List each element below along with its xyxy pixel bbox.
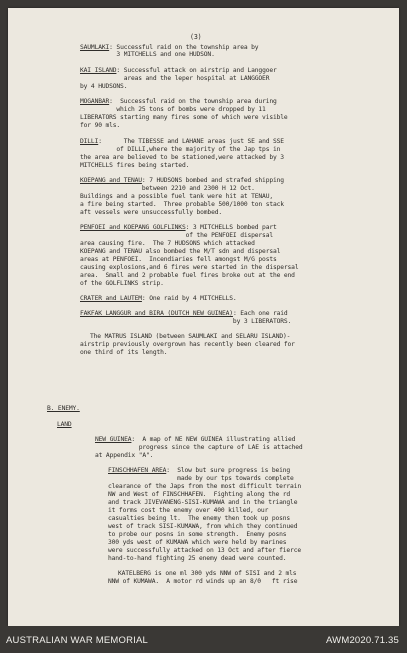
typed-line bbox=[80, 98, 380, 106]
typed-line bbox=[90, 333, 390, 341]
typed-line bbox=[80, 264, 380, 272]
typed-line bbox=[80, 51, 380, 59]
typed-line bbox=[95, 436, 395, 444]
typed-line bbox=[80, 295, 380, 303]
line-text: areas and the leper hospital at LANGGOER bbox=[80, 75, 270, 82]
line-text: : 3 MITCHELLS bombed part bbox=[185, 224, 277, 231]
line-text: to probe our posns in some strength. Enemy posns bbox=[108, 531, 287, 538]
line-text: area. Small and 2 probable fuel fires broke out at the end bbox=[80, 272, 295, 279]
typed-line bbox=[80, 162, 380, 170]
line-text: : The TIBESSE and LAHANE areas just SE and SSE bbox=[98, 138, 284, 145]
underlined-heading: NEW GUINEA bbox=[95, 436, 132, 443]
line-text: progress since the capture of LAE is attached bbox=[95, 444, 303, 451]
line-text: 300 yds west of KUMAWA which were held by marines bbox=[108, 539, 287, 546]
typed-line bbox=[57, 421, 357, 429]
typed-line bbox=[108, 507, 399, 515]
line-text: NNW of KUMAWA. A motor rd winds up an 8/0 ft rise bbox=[108, 578, 298, 585]
line-text: area causing fire. The 7 HUDSONS which attacked bbox=[80, 240, 255, 247]
line-text: which 25 tons of bombs were dropped by 11 bbox=[80, 106, 266, 113]
line-text: for 90 mls. bbox=[80, 122, 121, 129]
line-text: aft vessels were unsuccessfully bombed. bbox=[80, 209, 223, 216]
underlined-heading: KOEPANG and TENAU bbox=[80, 177, 142, 184]
line-text: and track JIVEVANENG-SISI-KUMAWA and in the triangle bbox=[108, 499, 298, 506]
typed-line bbox=[80, 232, 380, 240]
typed-line bbox=[80, 193, 380, 201]
typed-line bbox=[80, 310, 380, 318]
typed-line bbox=[80, 349, 380, 357]
underlined-heading: LAND bbox=[57, 421, 72, 428]
typed-line bbox=[80, 122, 380, 130]
line-text: airstrip previously overgrown has recently been cleared for bbox=[80, 341, 295, 348]
line-text: by 3 LIBERATORS. bbox=[80, 318, 292, 325]
line-text: Buildings and a possible fuel tank were hit at TENAU, bbox=[80, 193, 273, 200]
underlined-heading: FAKFAK LANGGUR and BIRA (DUTCH NEW GUINEA) bbox=[80, 310, 233, 317]
line-text: one third of its length. bbox=[80, 349, 168, 356]
page-number: (3) bbox=[190, 33, 202, 41]
typed-line bbox=[95, 452, 395, 460]
typed-line bbox=[80, 114, 380, 122]
underlined-heading: SAUMLAKI bbox=[80, 44, 110, 51]
underlined-heading: FINSCHHAFEN AREA bbox=[108, 467, 167, 474]
line-text: 3 MITCHELLS and one HUDSON. bbox=[80, 51, 215, 58]
typed-line bbox=[108, 475, 399, 483]
typed-line bbox=[118, 570, 399, 578]
typed-line bbox=[80, 154, 380, 162]
line-text: it forms cost the enemy over 400 killed, our bbox=[108, 507, 269, 514]
typed-line bbox=[108, 499, 399, 507]
typed-line bbox=[80, 318, 380, 326]
underlined-heading: MOGANBAR bbox=[80, 98, 110, 105]
typed-line bbox=[108, 467, 399, 475]
typed-line bbox=[80, 83, 380, 91]
typed-line bbox=[47, 405, 347, 413]
line-text: : Slow but sure progress is being bbox=[166, 467, 291, 474]
typed-line bbox=[80, 248, 380, 256]
typed-line bbox=[80, 146, 380, 154]
line-text: hand-to-hand fighting 25 enemy dead were counted. bbox=[108, 555, 287, 562]
line-text: of DILLI,where the majority of the Jap tps in bbox=[80, 146, 281, 153]
line-text: casualties being lt. The enemy then took up posns bbox=[108, 515, 291, 522]
line-text: KATELBERG is one ml 300 yds NNW of SISI and 2 mls bbox=[118, 570, 297, 577]
underlined-heading: PENFOEI and KOEPANG GOLFLINKS bbox=[80, 224, 186, 231]
typed-line bbox=[80, 201, 380, 209]
footer-accession-number: AWM2020.71.35 bbox=[325, 635, 399, 646]
line-text: causing explosions,and 6 fires were started in the dispersal bbox=[80, 264, 299, 271]
typed-line bbox=[108, 578, 399, 586]
typed-line bbox=[80, 67, 380, 75]
line-text: : 7 HUDSONS bombed and strafed shipping bbox=[141, 177, 284, 184]
typed-line bbox=[108, 555, 399, 563]
typed-line bbox=[108, 531, 399, 539]
line-text: NW and West of FINSCHHAFEN. Fighting along the rd bbox=[108, 491, 291, 498]
document-page bbox=[8, 8, 399, 626]
line-text: : A map of NE NEW GUINEA illustrating allied bbox=[131, 436, 296, 443]
typed-line bbox=[108, 491, 399, 499]
line-text: were successfully attacked on 13 Oct and after fierce bbox=[108, 547, 301, 554]
line-text: The MATRUS ISLAND (between SAUMLAKI and SELARU ISLAND)- bbox=[90, 333, 291, 340]
line-text: LIBERATORS starting many fires some of which were visible bbox=[80, 114, 288, 121]
line-text: KOEPANG and TENAU also bombed the M/T sdn and dispersal bbox=[80, 248, 281, 255]
underlined-heading: CRATER and LAUTEM bbox=[80, 295, 142, 302]
underlined-heading: DILLI bbox=[80, 138, 99, 145]
line-text: west of track SISI-KUMAWA, from which they continued bbox=[108, 523, 298, 530]
line-text: : Successful raid on the township area by bbox=[109, 44, 259, 51]
typed-line bbox=[80, 341, 380, 349]
line-text: a fire being started. Three probable 500/1000 ton stack bbox=[80, 201, 284, 208]
underlined-heading: B. ENEMY. bbox=[47, 405, 80, 412]
typed-line bbox=[108, 515, 399, 523]
line-text: at Appendix "A". bbox=[95, 452, 154, 459]
typed-line bbox=[80, 240, 380, 248]
typed-line bbox=[108, 523, 399, 531]
line-text: areas at PENFOEI. Incendiaries fell amongst M/G posts bbox=[80, 256, 277, 263]
line-text: : Each one raid bbox=[232, 310, 288, 317]
line-text: made by our tps towards complete bbox=[108, 475, 294, 482]
typed-line bbox=[108, 539, 399, 547]
typed-text-area bbox=[8, 8, 399, 626]
typed-line bbox=[80, 138, 380, 146]
typed-line bbox=[108, 547, 399, 555]
line-text: of the PENFOEI dispersal bbox=[80, 232, 273, 239]
typed-line bbox=[80, 209, 380, 217]
line-text: of the GOLFLINKS strip. bbox=[80, 280, 164, 287]
typed-line bbox=[95, 444, 395, 452]
typed-line bbox=[80, 185, 380, 193]
line-text: clearance of the Japs from the most difficult terrain bbox=[108, 483, 301, 490]
typed-line bbox=[80, 272, 380, 280]
line-text: : Successful raid on the township area during bbox=[109, 98, 277, 105]
typed-line bbox=[80, 224, 380, 232]
underlined-heading: KAI ISLAND bbox=[80, 67, 117, 74]
line-text: by 4 HUDSONS. bbox=[80, 83, 128, 90]
line-text: : Successful attack on airstrip and Langgoer bbox=[116, 67, 277, 74]
typed-line bbox=[108, 483, 399, 491]
line-text: between 2210 and 2300 H 12 Oct. bbox=[80, 185, 255, 192]
typed-line bbox=[80, 106, 380, 114]
line-text: the area are believed to be stationed,were attacked by 3 bbox=[80, 154, 284, 161]
typed-line bbox=[80, 177, 380, 185]
archive-footer bbox=[0, 626, 407, 653]
typed-line bbox=[80, 280, 380, 288]
line-text: : One raid by 4 MITCHELLS. bbox=[141, 295, 237, 302]
footer-institution: AUSTRALIAN WAR MEMORIAL bbox=[6, 635, 149, 646]
typed-line bbox=[80, 75, 380, 83]
line-text: MITCHELLS fires being started. bbox=[80, 162, 190, 169]
typed-line bbox=[80, 256, 380, 264]
